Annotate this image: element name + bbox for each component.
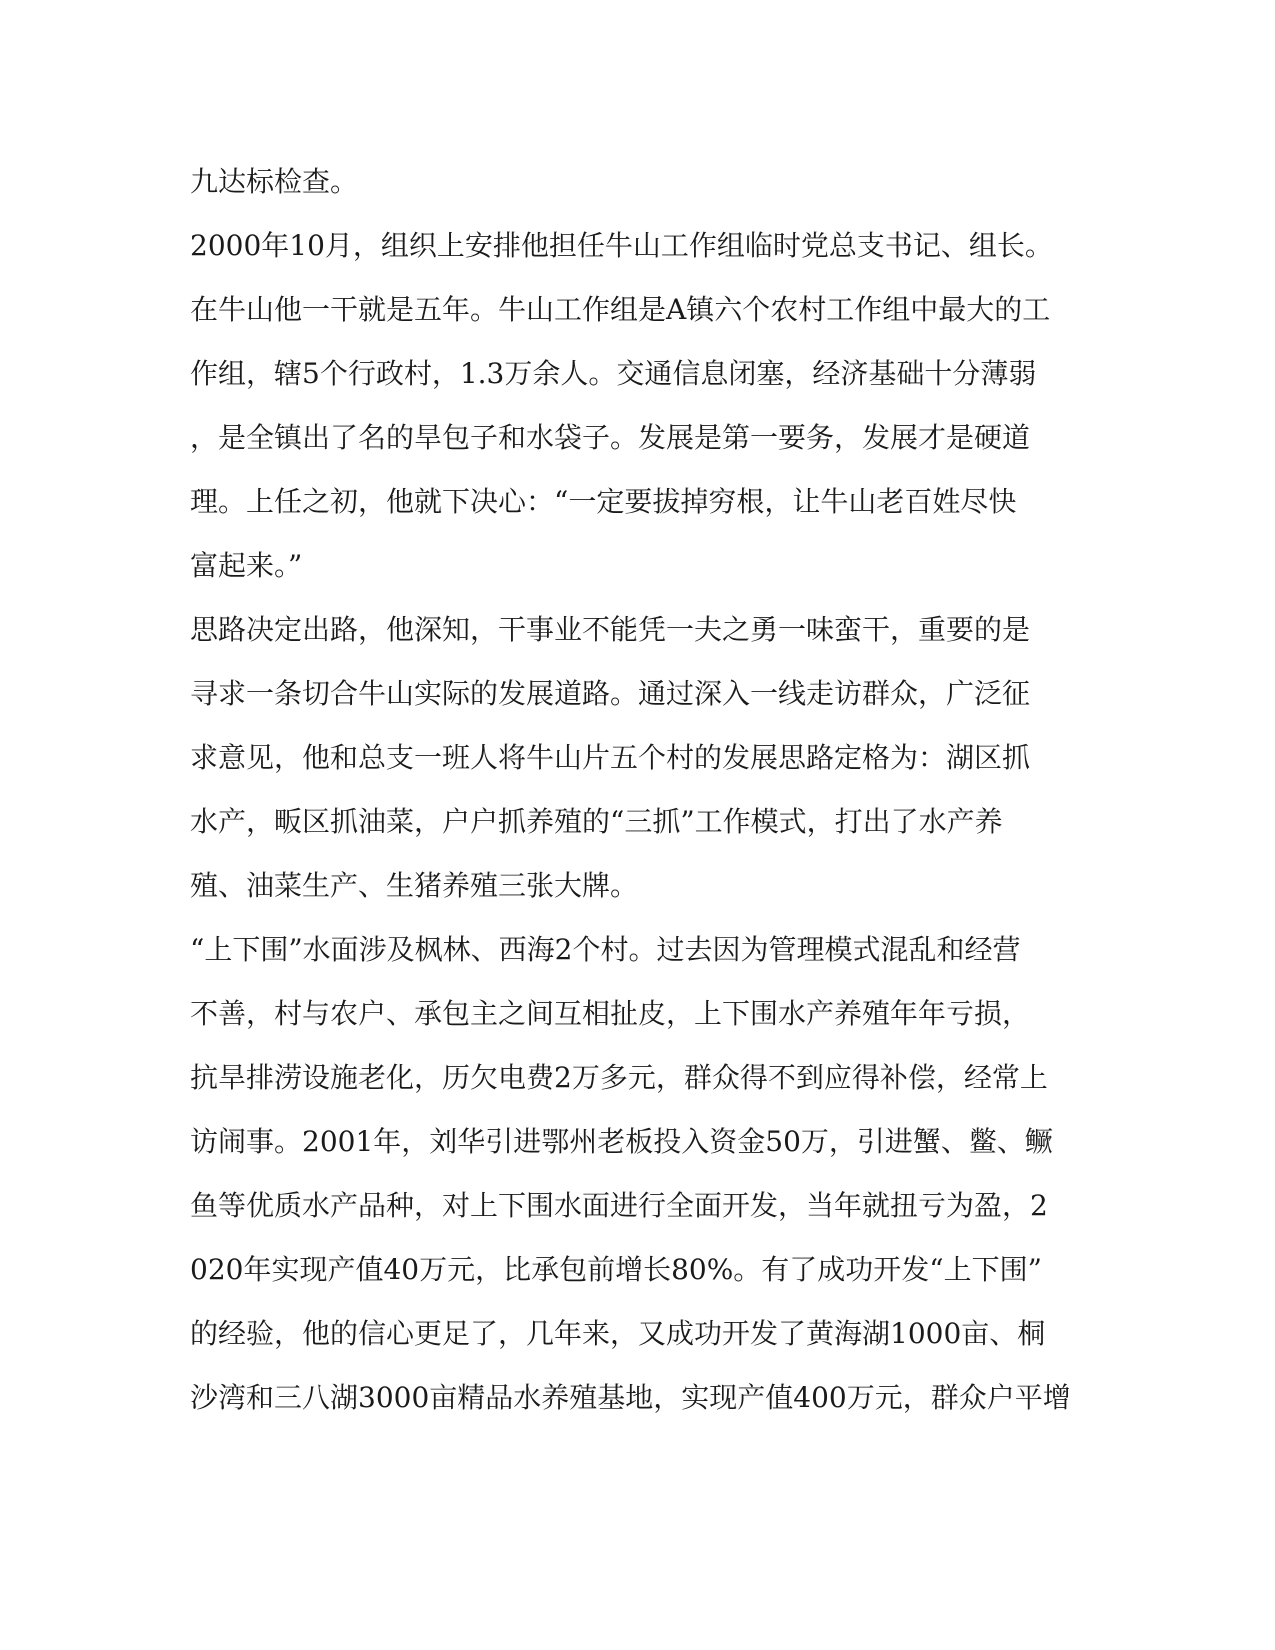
- text-line: 思路决定出路，他深知，干事业不能凭一夫之勇一味蛮干，重要的是: [190, 613, 1031, 646]
- text-line: 020年实现产值40万元，比承包前增长80%。有了成功开发“上下围”: [190, 1253, 1042, 1286]
- text-line: 求意见，他和总支一班人将牛山片五个村的发展思路定格为：湖区抓: [190, 741, 1031, 774]
- text-line: 2000年10月，组织上安排他担任牛山工作组临时党总支书记、组长。: [190, 229, 1053, 262]
- text-line: 抗旱排涝设施老化，历欠电费2万多元，群众得不到应得补偿，经常上: [190, 1061, 1048, 1094]
- text-line: 理。上任之初，他就下决心：“一定要拔掉穷根，让牛山老百姓尽快: [190, 485, 1017, 518]
- text-line: “上下围”水面涉及枫林、西海2个村。过去因为管理模式混乱和经营: [190, 933, 1021, 966]
- text-line: 作组，辖5个行政村，1.3万余人。交通信息闭塞，经济基础十分薄弱: [190, 357, 1037, 390]
- body-text: [190, 150, 1080, 1430]
- text-line: 沙湾和三八湖3000亩精品水养殖基地，实现产值400万元，群众户平增: [190, 1381, 1071, 1414]
- text-line: 富起来。”: [190, 549, 303, 582]
- text-line: 鱼等优质水产品种，对上下围水面进行全面开发，当年就扭亏为盈，2: [190, 1189, 1048, 1222]
- text-line: 寻求一条切合牛山实际的发展道路。通过深入一线走访群众，广泛征: [190, 677, 1031, 710]
- text-line: 九达标检查。: [190, 165, 359, 198]
- text-line: 不善，村与农户、承包主之间互相扯皮，上下围水产养殖年年亏损，: [190, 997, 1031, 1030]
- text-line: 的经验，他的信心更足了，几年来，又成功开发了黄海湖1000亩、桐: [190, 1317, 1046, 1350]
- text-line: 在牛山他一干就是五年。牛山工作组是A镇六个农村工作组中最大的工: [190, 293, 1051, 326]
- text-line: ，是全镇出了名的旱包子和水袋子。发展是第一要务，发展才是硬道: [190, 421, 1031, 454]
- text-line: 水产，畈区抓油菜，户户抓养殖的“三抓”工作模式，打出了水产养: [190, 805, 1003, 838]
- text-line: 访闹事。2001年，刘华引进鄂州老板投入资金50万，引进蟹、鳖、鳜: [190, 1125, 1053, 1158]
- text-line: 殖、油菜生产、生猪养殖三张大牌。: [190, 869, 639, 902]
